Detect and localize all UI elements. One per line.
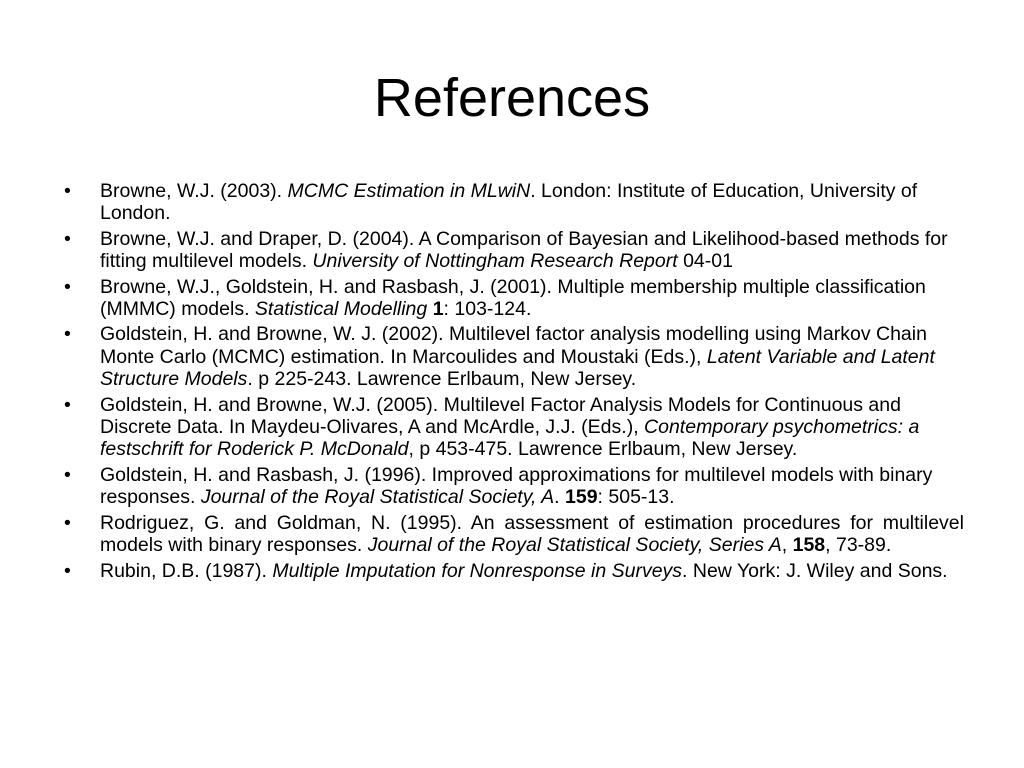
- reference-text: Browne, W.J. and Draper, D. (2004). A Comparison of Bayesian and Likelihood-based methods for fitting multilevel models.: [100, 227, 948, 273]
- reference-item: [64, 180, 964, 225]
- reference-text: .: [554, 486, 565, 509]
- reference-text: Goldstein, H. and Browne, W.J. (2005). Multilevel Factor Analysis Models for Continuous and Discrete Data. In Maydeu-Olivares, A and McArdle, J.J. (Eds.),: [100, 393, 901, 439]
- reference-list: [64, 180, 964, 585]
- reference-text: ,: [781, 534, 793, 557]
- reference-text: Browne, W.J., Goldstein, H. and Rasbash, J. (2001). Multiple membership multiple classification (MMMC) models.: [100, 275, 926, 321]
- reference-text: : 505-13.: [597, 486, 675, 509]
- reference-item: [64, 512, 964, 557]
- reference-text: Rubin, D.B. (1987).: [100, 559, 273, 582]
- reference-text: Rodriguez, G. and Goldman, N. (1995). An assessment of estimation procedures for multilevel models with binary responses.: [100, 511, 964, 557]
- reference-item: [64, 560, 964, 582]
- reference-text: . p 225-243. Lawrence Erlbaum, New Jersey.: [247, 368, 637, 391]
- reference-volume: 159: [565, 486, 598, 509]
- reference-item: [64, 394, 964, 461]
- bullet-icon: •: [64, 180, 71, 202]
- reference-text: Goldstein, H. and Rasbash, J. (1996). Improved approximations for multilevel models with binary responses.: [100, 463, 933, 509]
- reference-text: . New York: J. Wiley and Sons.: [682, 559, 948, 582]
- reference-text: . London: Institute of Education, University of London.: [100, 180, 918, 225]
- reference-text: , 73-89.: [825, 534, 892, 557]
- reference-volume: 1: [432, 298, 444, 321]
- reference-title: Contemporary psychometrics: a festschrift for Roderick P. McDonald: [100, 416, 920, 461]
- bullet-icon: •: [64, 463, 71, 486]
- bullet-icon: •: [64, 559, 71, 582]
- reference-text: , p 453-475. Lawrence Erlbaum, New Jersey.: [408, 438, 798, 461]
- reference-volume: 158: [792, 534, 826, 557]
- reference-title: Statistical Modelling: [254, 298, 428, 321]
- reference-title: MCMC Estimation in MLwiN: [287, 180, 531, 202]
- reference-item: [64, 323, 964, 390]
- reference-title: Journal of the Royal Statistical Society, Series A: [367, 534, 782, 557]
- reference-title: Latent Variable and Latent Structure Models: [100, 345, 935, 391]
- reference-title: Journal of the Royal Statistical Society, A: [200, 486, 555, 509]
- reference-item: [64, 228, 964, 273]
- reference-title: Multiple Imputation for Nonresponse in Surveys: [272, 559, 683, 582]
- bullet-icon: •: [64, 511, 71, 534]
- bullet-icon: •: [64, 323, 71, 346]
- slide-title: References: [373, 68, 651, 128]
- reference-text: 04-01: [677, 250, 733, 273]
- reference-text: : 103-124.: [443, 298, 532, 321]
- reference-text: Goldstein, H. and Browne, W. J. (2002). Multilevel factor analysis modelling using Markov Chain Monte Carlo (MCMC) estimation. In Marcoulides and Moustaki (Eds.),: [100, 323, 927, 368]
- bullet-icon: •: [64, 227, 71, 250]
- reference-item: [64, 464, 964, 509]
- bullet-icon: •: [64, 275, 71, 298]
- reference-title: University of Nottingham Research Report: [312, 250, 678, 273]
- reference-text: Browne, W.J. (2003).: [100, 180, 288, 202]
- reference-item: [64, 276, 964, 321]
- bullet-icon: •: [64, 393, 71, 416]
